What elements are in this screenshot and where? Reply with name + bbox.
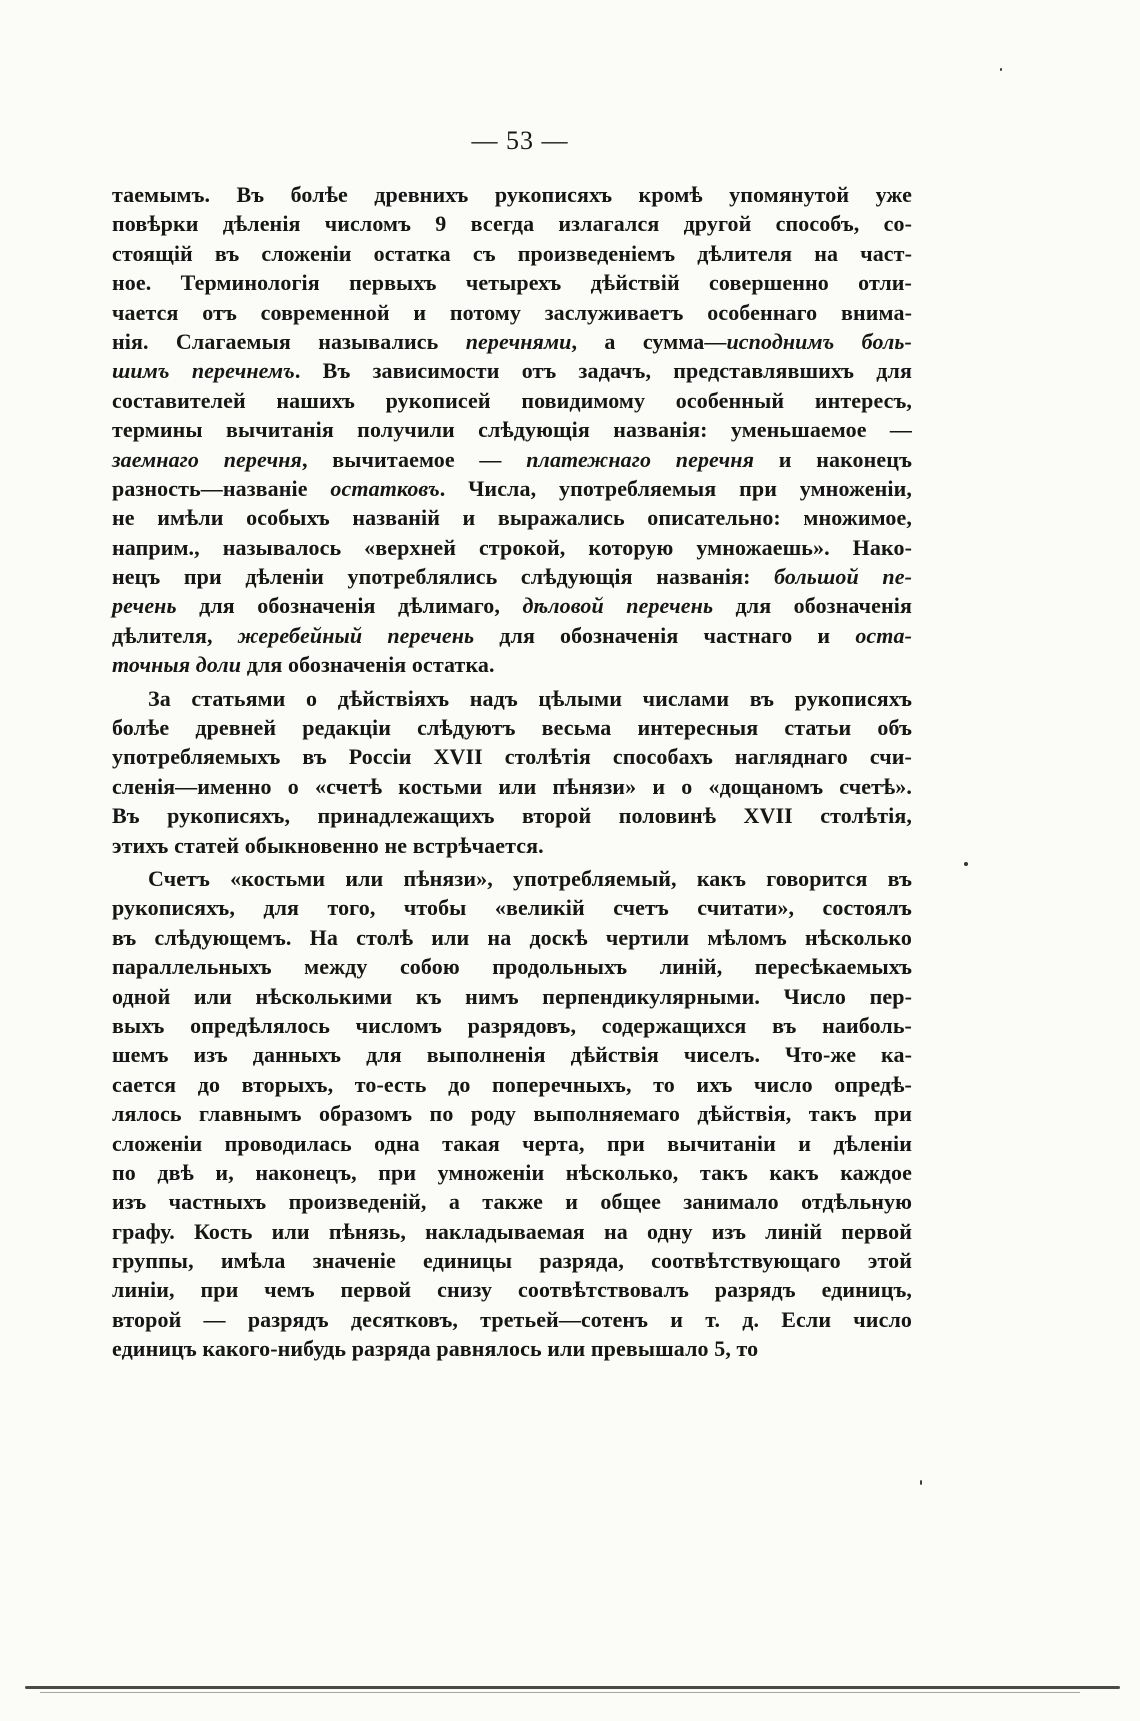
ink-speck xyxy=(964,862,968,866)
text-run: , а сумма— xyxy=(571,328,727,354)
text-line xyxy=(112,298,912,327)
text-line xyxy=(112,1070,912,1099)
text-line xyxy=(112,1040,912,1069)
text-run: . Числа, употребляемыя при умноженіи, xyxy=(439,475,912,501)
text-run: линіи, при чемъ первой снизу соотвѣтствовалъ разрядъ единицъ, xyxy=(112,1277,912,1303)
text-run: параллельныхъ между собою продольныхъ линій, пересѣкаемыхъ xyxy=(112,954,912,980)
text-line xyxy=(112,893,912,922)
italic-term: оста- xyxy=(855,622,913,648)
text-line xyxy=(112,474,912,503)
text-run: стоящій въ сложеніи остатка съ произведеніемъ дѣлителя на част- xyxy=(112,240,912,266)
italic-term: жеребейный перечень xyxy=(237,622,475,648)
text-run: дѣлителя, xyxy=(112,622,238,648)
text-line xyxy=(112,952,912,981)
text-line xyxy=(112,1334,912,1363)
text-line xyxy=(112,742,912,771)
italic-term: шимъ перечнемъ xyxy=(112,358,295,384)
text-line xyxy=(112,1129,912,1158)
text-line xyxy=(112,713,912,742)
ink-speck xyxy=(1000,68,1002,71)
bottom-rule xyxy=(25,1686,1120,1689)
italic-term: исподнимъ боль- xyxy=(726,328,912,354)
text-run: группы, имѣла значеніе единицы разряда, соотвѣтствующаго этой xyxy=(112,1248,912,1274)
text-run: лялось главнымъ образомъ по роду выполняемаго дѣйствія, такъ при xyxy=(112,1101,912,1127)
text-line xyxy=(112,801,912,830)
text-line xyxy=(112,684,912,713)
text-run: чается отъ современной и потому заслуживаетъ особеннаго внима- xyxy=(112,299,912,325)
ink-speck xyxy=(920,1480,922,1485)
text-line xyxy=(112,327,912,356)
text-line xyxy=(112,1158,912,1187)
text-line xyxy=(112,591,912,620)
paragraph xyxy=(112,180,912,680)
text-run: наприм., называлось «верхней строкой, которую умножаешь». Нако- xyxy=(112,534,912,560)
text-run: нецъ при дѣленіи употреблялись слѣдующія названія: xyxy=(112,564,775,590)
italic-term: большой пе- xyxy=(774,564,913,590)
italic-term: дѣловой перечень xyxy=(522,593,714,619)
text-line xyxy=(112,982,912,1011)
text-run: единицъ какого-нибудь разряда равнялось или превышало 5, то xyxy=(112,1336,759,1362)
text-line xyxy=(112,503,912,532)
italic-term: платежнаго перечня xyxy=(526,446,755,472)
text-line xyxy=(112,356,912,385)
text-run: для обозначенія дѣлимаго, xyxy=(176,593,523,619)
text-line xyxy=(112,386,912,415)
text-run: нія. Слагаемыя назывались xyxy=(112,328,466,354)
text-line xyxy=(112,772,912,801)
text-line xyxy=(112,1275,912,1304)
text-run: повѣрки дѣленія числомъ 9 всегда излагался другой способъ, со- xyxy=(112,211,912,237)
text-run: таемымъ. Въ болѣе древнихъ рукописяхъ кромѣ упомянутой уже xyxy=(112,182,912,207)
text-run: изъ частныхъ произведеній, а также и общее занимало отдѣльную xyxy=(112,1189,912,1215)
text-run: термины вычитанія получили слѣдующія названія: уменьшаемое — xyxy=(112,417,912,443)
text-run: . Въ зависимости отъ задачъ, представлявшихъ для xyxy=(294,358,912,384)
italic-term: перечнями xyxy=(465,328,572,354)
text-line xyxy=(112,180,912,209)
text-line xyxy=(112,1217,912,1246)
text-run: рукописяхъ, для того, чтобы «великій счетъ считати», состоялъ xyxy=(112,895,912,921)
text-run: не имѣли особыхъ названій и выражались описательно: множимое, xyxy=(112,505,912,531)
italic-term: остатковъ xyxy=(330,475,440,501)
text-run: разность—названіе xyxy=(112,475,331,501)
text-run: , вычитаемое — xyxy=(301,446,527,472)
text-run: За статьями о дѣйствіяхъ надъ цѣлыми числами въ рукописяхъ xyxy=(148,685,912,711)
text-run: употребляемыхъ въ Россіи XVII столѣтія способахъ нагляднаго счи- xyxy=(112,744,912,770)
text-line xyxy=(112,445,912,474)
italic-term: речень xyxy=(112,593,177,619)
text-run: по двѣ и, наконецъ, при умноженіи нѣсколько, такъ какъ каждое xyxy=(112,1159,912,1185)
text-run: ное. Терминологія первыхъ четырехъ дѣйствій совершенно отли- xyxy=(112,270,912,296)
text-run: графу. Кость или пѣнязь, накладываемая на одну изъ линій первой xyxy=(112,1218,912,1244)
text-run: и наконецъ xyxy=(754,446,912,472)
text-line xyxy=(112,650,912,679)
text-run: Счетъ «костьми или пѣнязи», употребляемый, какъ говорится въ xyxy=(148,865,912,891)
text-line xyxy=(112,621,912,650)
paragraph xyxy=(112,684,912,860)
text-run: для обозначенія xyxy=(713,593,912,619)
text-line xyxy=(112,923,912,952)
text-run: выхъ опредѣлялось числомъ разрядовъ, содержащихся въ наиболь- xyxy=(112,1012,912,1038)
italic-term: точныя доли xyxy=(112,652,242,678)
text-line xyxy=(112,1099,912,1128)
body-text xyxy=(112,180,912,1364)
text-run: въ слѣдующемъ. На столѣ или на доскѣ чертили мѣломъ нѣсколько xyxy=(112,924,912,950)
text-run: шемъ изъ данныхъ для выполненія дѣйствія чиселъ. Что-же ка- xyxy=(112,1042,912,1068)
text-run: для обозначенія частнаго и xyxy=(474,622,856,648)
text-run: сложеніи проводилась одна такая черта, при вычитаніи и дѣленіи xyxy=(112,1130,912,1156)
text-line xyxy=(112,1246,912,1275)
text-line xyxy=(112,268,912,297)
text-run: сленія—именно о «счетѣ костьми или пѣнязи» и о «дощаномъ счетѣ». xyxy=(112,773,912,799)
text-line xyxy=(112,831,912,860)
text-run: одной или нѣсколькими къ нимъ перпендикулярными. Число пер- xyxy=(112,983,912,1009)
text-run: Въ рукописяхъ, принадлежащихъ второй половинѣ XVII столѣтія, xyxy=(112,803,912,829)
text-line xyxy=(112,533,912,562)
text-line xyxy=(112,1305,912,1334)
text-line xyxy=(112,415,912,444)
text-line xyxy=(112,864,912,893)
text-run: сается до вторыхъ, то-есть до поперечныхъ, то ихъ число опредѣ- xyxy=(112,1071,912,1097)
italic-term: заемнаго перечня xyxy=(112,446,302,472)
text-line xyxy=(112,1187,912,1216)
paragraph xyxy=(112,864,912,1364)
page-number: — 53 — xyxy=(471,126,569,155)
text-line xyxy=(112,562,912,591)
bottom-rule-thin xyxy=(40,1692,1080,1693)
text-run: этихъ статей обыкновенно не встрѣчается. xyxy=(112,832,544,858)
text-run: для обозначенія остатка. xyxy=(241,652,495,678)
text-run: второй — разрядъ десятковъ, третьей—сотенъ и т. д. Если число xyxy=(112,1306,912,1332)
text-line xyxy=(112,1011,912,1040)
text-run: болѣе древней редакціи слѣдуютъ весьма интересныя статьи объ xyxy=(112,715,912,741)
text-line xyxy=(112,209,912,238)
text-run: составителей нашихъ рукописей повидимому особенный интересъ, xyxy=(112,387,912,413)
text-line xyxy=(112,239,912,268)
